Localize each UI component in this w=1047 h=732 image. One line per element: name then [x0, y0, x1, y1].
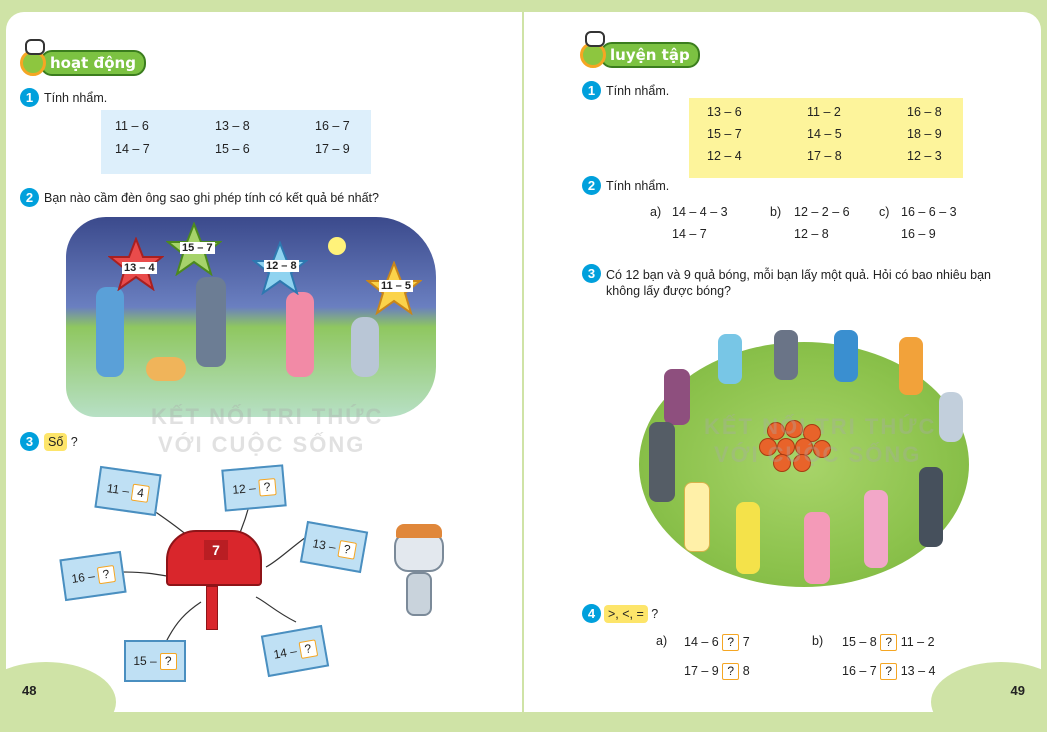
question-tail: ? [651, 607, 659, 621]
child-figure [919, 467, 943, 547]
part-label: c) [879, 205, 890, 219]
lantern-illustration [66, 217, 436, 417]
child-figure [899, 337, 923, 395]
question-text: Tính nhẩm. [606, 179, 670, 193]
part-label: a) [650, 205, 662, 219]
answer-box[interactable]: ? [337, 539, 357, 559]
card-expression: 16 – [70, 568, 96, 586]
star-label: 15 – 7 [182, 242, 213, 254]
card-expression: 15 – [133, 654, 157, 668]
question-number-2: 2 [582, 176, 601, 195]
robot-figure [394, 532, 444, 572]
question-text: Bạn nào cầm đèn ông sao ghi phép tính có kết quả bé nhất? [44, 191, 379, 205]
expression: 12 – 8 [794, 227, 829, 241]
star-label: 11 – 5 [381, 280, 411, 292]
question-number-1: 1 [20, 88, 39, 107]
robot-figure [351, 317, 379, 377]
so-label: Số [44, 433, 67, 451]
expression: 12 – 4 [707, 149, 742, 163]
part-label: b) [770, 205, 782, 219]
child-figure [736, 502, 760, 574]
answer-box[interactable]: ? [880, 634, 897, 651]
expression: 17 – 9 [684, 663, 719, 678]
child-figure [286, 292, 314, 377]
expression: 16 – 7 [315, 119, 350, 133]
cat-figure [146, 357, 186, 381]
child-figure [804, 512, 830, 584]
number-card [221, 464, 286, 511]
expression: 16 – 9 [901, 227, 936, 241]
gear-icon [20, 50, 46, 76]
answer-box[interactable]: ? [96, 565, 115, 584]
expression: 16 – 6 – 3 [901, 205, 957, 219]
robot-figure [939, 392, 963, 442]
robot-icon [25, 39, 45, 55]
badge-label: luyện tập [600, 42, 700, 68]
expression: 13 – 4 [900, 663, 936, 678]
question-number-2: 2 [20, 188, 39, 207]
star-label: 13 – 4 [124, 262, 155, 274]
expression: 16 – 8 [907, 105, 942, 119]
exercise-box [101, 110, 371, 174]
moon-icon [328, 237, 346, 255]
question-number-3: 3 [20, 432, 39, 451]
part-label: b) [812, 634, 824, 648]
answer-box[interactable]: ? [722, 663, 739, 680]
expression: 12 – 2 – 6 [794, 205, 850, 219]
robot-body [406, 572, 432, 616]
mailbox-post [206, 586, 218, 630]
expression: 7 [742, 634, 750, 649]
child-figure [864, 490, 888, 568]
cap-icon [396, 524, 442, 538]
page-number: 48 [22, 683, 37, 698]
expression: 15 – 6 [215, 142, 250, 156]
expression: 17 – 8 [807, 149, 842, 163]
mailbox [166, 530, 262, 586]
star-label: 12 – 8 [266, 260, 297, 272]
number-card [124, 640, 186, 682]
expression: 12 – 3 [907, 149, 942, 163]
watermark-text: KẾT NỐI TRI THỨC [151, 404, 384, 429]
answer-box[interactable]: ? [722, 634, 739, 651]
question-prompt [604, 605, 658, 623]
comparison-row [842, 634, 935, 651]
expression: 15 – 8 [842, 634, 877, 649]
expression: 11 – 2 [900, 634, 935, 649]
robot-icon [585, 31, 605, 47]
right-page [524, 12, 1041, 712]
question-number-4: 4 [582, 604, 601, 623]
badge-label: hoạt động [40, 50, 146, 76]
expression: 18 – 9 [907, 127, 942, 141]
question-prompt [44, 433, 78, 451]
expression: 13 – 8 [215, 119, 250, 133]
comparison-row [684, 663, 750, 680]
hoat-dong-badge [20, 50, 146, 76]
question-number-3: 3 [582, 264, 601, 283]
card-expression: 14 – [272, 643, 298, 662]
question-text [606, 267, 1036, 299]
child-figure [96, 287, 124, 377]
question-text: Tính nhẩm. [44, 91, 108, 105]
expression: 17 – 9 [315, 142, 350, 156]
expression: 16 – 7 [842, 663, 877, 678]
left-page [6, 12, 522, 712]
expression: 13 – 6 [707, 105, 742, 119]
expression: 14 – 6 [684, 634, 719, 649]
question-line: không lấy được bóng? [606, 284, 731, 298]
luyen-tap-badge [580, 42, 700, 68]
question-line: Có 12 bạn và 9 quả bóng, mỗi bạn lấy một quả. Hỏi có bao nhiêu bạn [606, 268, 991, 282]
child-figure [774, 330, 798, 380]
comparison-row [842, 663, 936, 680]
child-figure [834, 330, 858, 382]
child-figure [718, 334, 742, 384]
watermark-text: KẾT NỐI TRI THỨC [704, 414, 937, 439]
part-label: a) [656, 634, 668, 648]
expression: 8 [742, 663, 750, 678]
answer-box[interactable]: ? [258, 478, 276, 496]
child-figure [649, 422, 675, 502]
child-figure [196, 277, 226, 367]
card-expression: 13 – [311, 536, 337, 555]
expression: 11 – 6 [115, 119, 149, 133]
question-tail: ? [70, 435, 78, 449]
number-card [94, 466, 161, 516]
expression: 11 – 2 [807, 105, 841, 119]
expression: 15 – 7 [707, 127, 742, 141]
gear-icon [580, 42, 606, 68]
answer-box[interactable]: ? [298, 639, 318, 659]
expression: 14 – 7 [672, 227, 707, 241]
page-number: 49 [1010, 683, 1025, 698]
number-card [59, 551, 126, 601]
question-number-1: 1 [582, 81, 601, 100]
answer-box[interactable]: 4 [131, 483, 150, 502]
exercise-box [689, 98, 963, 178]
comparison-row [684, 634, 750, 651]
child-figure [664, 369, 690, 425]
watermark-text: VỚI CUỘC SỐNG [158, 432, 366, 457]
answer-box[interactable]: ? [160, 653, 177, 670]
compare-label: >, <, = [604, 605, 648, 623]
watermark-text: VỚI CUỘC SỐNG [714, 442, 922, 467]
expression: 14 – 5 [807, 127, 842, 141]
question-text: Tính nhẩm. [606, 84, 670, 98]
child-figure [684, 482, 710, 552]
expression: 14 – 7 [115, 142, 150, 156]
card-expression: 12 – [231, 480, 257, 497]
card-expression: 11 – [105, 481, 131, 499]
expression: 14 – 4 – 3 [672, 205, 728, 219]
mailbox-number: 7 [204, 540, 228, 560]
answer-box[interactable]: ? [880, 663, 897, 680]
